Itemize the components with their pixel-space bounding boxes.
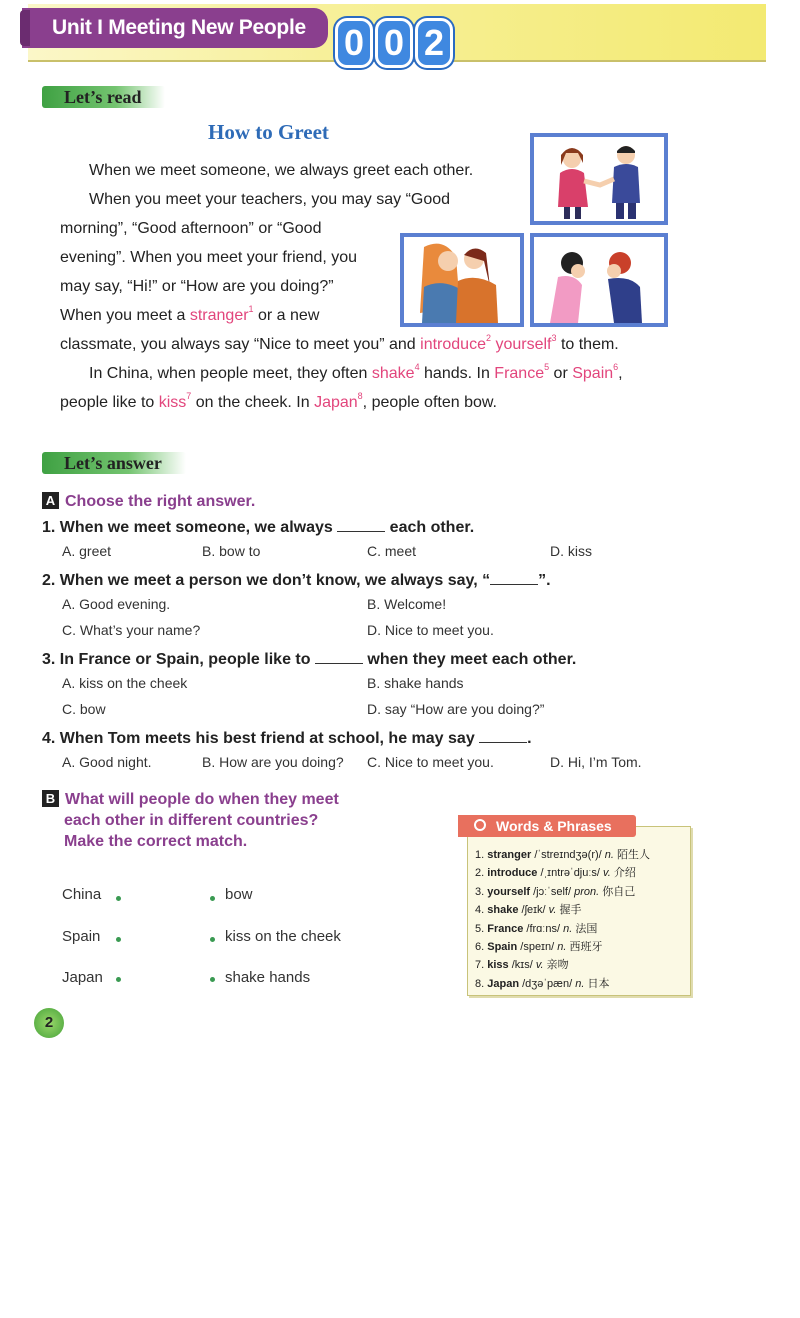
footnote-number: 7	[186, 391, 192, 401]
entry-number: 6.	[475, 940, 485, 953]
entry-word: kiss	[487, 959, 509, 972]
entry-meaning: 日本	[587, 977, 610, 990]
question-stem	[42, 649, 576, 669]
entry-meaning: 握手	[559, 904, 582, 917]
illustration-hug	[400, 233, 524, 327]
part-b-instruction	[42, 789, 339, 852]
vocab-word: Spain	[572, 365, 614, 382]
entry-meaning: 介绍	[613, 867, 636, 880]
entry-pos: n.	[563, 922, 573, 935]
unit-title: Unit I Meeting New People	[22, 8, 328, 48]
page-code-digit: 0	[375, 18, 413, 68]
entry-word: Japan	[487, 977, 520, 990]
text-run: hands. In	[419, 365, 495, 382]
section-label-answer: Let’s answer	[42, 452, 186, 474]
answer-blank[interactable]	[315, 649, 363, 664]
text-run: 3. In France or Spain, people like to	[42, 651, 315, 668]
entry-meaning: 法国	[575, 922, 598, 935]
entry-word: shake	[487, 904, 519, 917]
instruction-text: Make the correct match.	[64, 833, 248, 850]
entry-meaning: 陌生人	[617, 849, 651, 861]
entry-number: 4.	[475, 904, 485, 917]
word-entry	[475, 846, 650, 864]
entry-phonetic: /jɔːˈself/	[533, 885, 572, 898]
text-run: .	[527, 730, 532, 747]
page-code	[335, 18, 453, 68]
match-dot[interactable]	[116, 937, 121, 942]
section-label-read: Let’s read	[42, 86, 165, 108]
circle-icon	[474, 819, 486, 831]
text-run: or	[549, 365, 573, 382]
match-dot[interactable]	[210, 977, 215, 982]
reading-line: may say, “Hi!” or “How are you doing?”	[60, 278, 334, 295]
entry-number: 2.	[475, 867, 485, 880]
entry-number: 5.	[475, 922, 485, 935]
instruction-text: each other in different countries?	[64, 812, 319, 829]
question-stem	[42, 517, 474, 537]
reading-line: When we meet someone, we always greet each other.	[89, 162, 474, 179]
vocab-word: kiss	[158, 394, 187, 411]
page-number: 2	[34, 1008, 64, 1038]
entry-phonetic: /ʃeɪk/	[521, 904, 546, 917]
text-run: 2. When we meet a person we don’t know, we always say, “	[42, 572, 491, 589]
text-run: each other.	[385, 519, 475, 536]
vocab-word: stranger	[189, 307, 249, 324]
option[interactable]: C. meet	[367, 543, 417, 559]
option[interactable]: D. Nice to meet you.	[367, 622, 494, 638]
entry-number: 8.	[475, 977, 485, 990]
option[interactable]: A. greet	[62, 543, 112, 559]
text-run: 1. When we meet someone, we always	[42, 519, 338, 536]
footnote-number: 3	[551, 333, 557, 343]
entry-phonetic: /kɪs/	[511, 959, 533, 972]
reading-line	[60, 330, 619, 359]
footnote-number: 4	[414, 362, 420, 372]
text-run: people like to	[60, 394, 159, 411]
option[interactable]: B. bow to	[202, 543, 261, 559]
word-entry	[475, 956, 650, 974]
vocab-word: France	[494, 365, 545, 382]
option[interactable]: A. Good night.	[62, 754, 152, 770]
entry-phonetic: /dʒəˈpæn/	[522, 977, 573, 990]
reading-line	[60, 301, 319, 330]
part-letter: A	[42, 492, 59, 509]
match-right-item: shake hands	[225, 969, 311, 986]
vocab-word: yourself	[495, 336, 552, 353]
entry-meaning: 你自己	[602, 885, 636, 898]
text-run: classmate, you always say “Nice to meet you” and	[60, 336, 421, 353]
option[interactable]: D. say “How are you doing?”	[367, 701, 545, 717]
text-run: 4. When Tom meets his best friend at school, he may say	[42, 730, 480, 747]
reading-title: How to Greet	[208, 120, 329, 144]
word-entry	[475, 864, 650, 882]
match-right-item: bow	[225, 886, 253, 903]
footnote-number: 5	[544, 362, 550, 372]
reading-line: When you meet your teachers, you may say “Good	[89, 191, 451, 208]
text-run: on the cheek. In	[191, 394, 315, 411]
text-run: ,	[618, 365, 623, 382]
words-list	[475, 846, 650, 993]
word-entry	[475, 975, 650, 993]
entry-pos: n.	[575, 977, 585, 990]
entry-meaning: 亲吻	[546, 959, 569, 972]
reading-line	[89, 359, 623, 388]
entry-phonetic: /frɑːns/	[526, 922, 561, 935]
entry-meaning: 西班牙	[569, 940, 603, 953]
entry-number: 1.	[475, 849, 485, 861]
entry-word: stranger	[487, 849, 532, 861]
entry-pos: pron.	[574, 885, 600, 898]
text-run: when they meet each other.	[362, 651, 577, 668]
part-a-instruction	[42, 491, 255, 512]
instruction-text: Choose the right answer.	[65, 493, 256, 510]
option[interactable]: B. shake hands	[367, 675, 464, 691]
option[interactable]: A. Good evening.	[62, 596, 171, 612]
entry-word: yourself	[487, 885, 531, 898]
illustration-bow	[530, 233, 668, 327]
entry-pos: n.	[604, 849, 614, 861]
footnote-number: 2	[485, 333, 491, 343]
text-run: to them.	[556, 336, 619, 353]
entry-phonetic: /ˈstreɪndʒə(r)/	[534, 849, 602, 861]
instruction-text: What will people do when they meet	[65, 791, 339, 808]
part-letter: B	[42, 790, 59, 807]
entry-number: 7.	[475, 959, 485, 972]
question-stem	[42, 728, 532, 748]
entry-pos: v.	[548, 904, 557, 917]
text-run: ”.	[538, 572, 551, 589]
match-dot[interactable]	[116, 977, 121, 982]
question-stem	[42, 570, 551, 590]
word-entry	[475, 920, 650, 938]
entry-word: introduce	[487, 867, 538, 880]
entry-phonetic: /speɪn/	[520, 940, 555, 953]
match-left-item: Japan	[62, 969, 103, 986]
answer-blank[interactable]	[479, 728, 527, 743]
footnote-number: 1	[248, 304, 254, 314]
text-run: or a new	[253, 307, 320, 324]
text-run: In China, when people meet, they often	[89, 365, 372, 382]
match-dot[interactable]	[116, 896, 121, 901]
match-left-item: Spain	[62, 928, 101, 945]
option[interactable]: B. How are you doing?	[202, 754, 344, 770]
option[interactable]: A. kiss on the cheek	[62, 675, 188, 691]
page-code-digit: 0	[335, 18, 373, 68]
answer-blank[interactable]	[337, 517, 385, 532]
option[interactable]: C. bow	[62, 701, 106, 717]
word-entry	[475, 901, 650, 919]
option[interactable]: C. What’s your name?	[62, 622, 201, 638]
words-phrases-header	[458, 815, 636, 837]
match-right-item: kiss on the cheek	[225, 928, 341, 945]
entry-word: Spain	[487, 940, 518, 953]
entry-pos: n.	[557, 940, 567, 953]
entry-pos: v.	[603, 867, 611, 880]
entry-number: 3.	[475, 885, 485, 898]
footnote-number: 6	[613, 362, 619, 372]
match-left-item: China	[62, 886, 102, 903]
entry-word: France	[487, 922, 524, 935]
answer-blank[interactable]	[490, 570, 538, 585]
option[interactable]: D. kiss	[550, 543, 592, 559]
page-code-digit: 2	[415, 18, 453, 68]
text-run: When you meet a	[60, 307, 190, 324]
words-phrases-title: Words & Phrases	[496, 818, 612, 834]
match-dot[interactable]	[210, 937, 215, 942]
option[interactable]: B. Welcome!	[367, 596, 447, 612]
option[interactable]: C. Nice to meet you.	[367, 754, 494, 770]
illustration-handshake	[530, 133, 668, 225]
entry-pos: v.	[535, 959, 544, 972]
vocab-word: shake	[371, 365, 415, 382]
match-dot[interactable]	[210, 896, 215, 901]
reading-line: evening”. When you meet your friend, you	[60, 249, 358, 266]
entry-phonetic: /ˌɪntrəˈdjuːs/	[540, 867, 600, 880]
vocab-word: Japan	[314, 394, 358, 411]
footnote-number: 8	[357, 391, 363, 401]
reading-line: morning”, “Good afternoon” or “Good	[60, 220, 322, 237]
option[interactable]: D. Hi, I’m Tom.	[550, 754, 642, 770]
word-entry	[475, 883, 650, 901]
vocab-word: introduce	[420, 336, 486, 353]
word-entry	[475, 938, 650, 956]
reading-line	[60, 388, 497, 417]
text-run: , people often bow.	[362, 394, 497, 411]
